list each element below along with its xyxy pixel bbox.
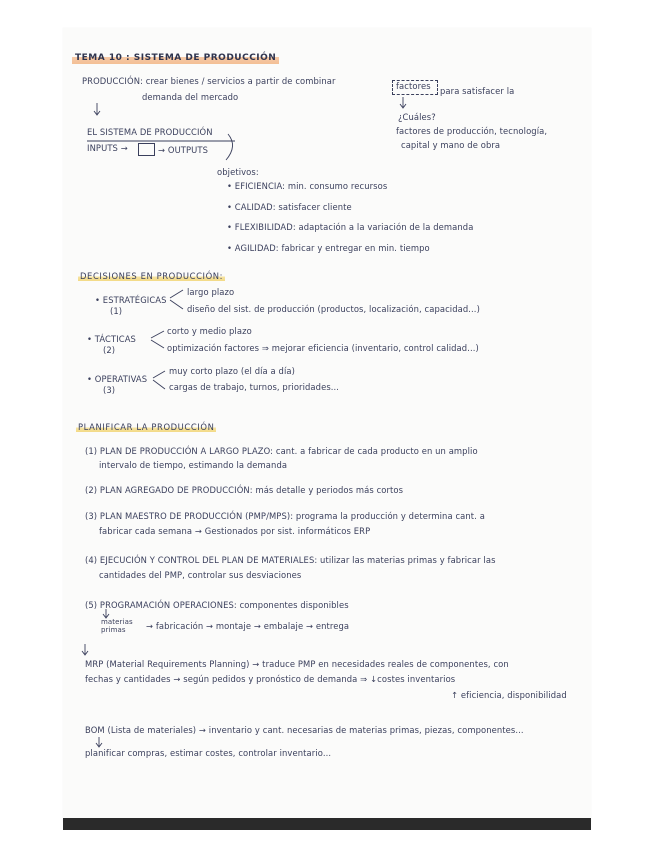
objetivo-item: • FLEXIBILIDAD: adaptación a la variación de la demanda [227, 222, 474, 232]
bom-line2: planificar compras, estimar costes, controlar inventario... [85, 748, 332, 758]
plan-5: (5) PROGRAMACIÓN OPERACIONES: componentes disponibles [85, 600, 349, 610]
produccion-definition-end: para satisfacer la [440, 86, 515, 96]
down-arrow-icon [103, 609, 109, 618]
bracket-icon [226, 134, 233, 160]
flow-steps: → fabricación → montaje → embalaje → entrega [146, 621, 350, 631]
estrategicas-term: largo plazo [187, 287, 235, 297]
plan-4-line1: (4) EJECUCIÓN Y CONTROL DEL PLAN DE MATERIALES: utilizar las materias primas y fabricar las [85, 555, 496, 565]
cuales-answer-2: capital y mano de obra [401, 140, 501, 150]
factores-label: factores [396, 81, 431, 91]
plan-1-line2: intervalo de tiempo, estimando la demanda [99, 460, 288, 470]
down-arrow-icon [82, 644, 88, 655]
produccion-definition: PRODUCCIÓN: crear bienes / servicios a partir de combinar [82, 76, 336, 86]
objetivo-item: • EFICIENCIA: min. consumo recursos [227, 181, 388, 191]
tacticas-term: corto y medio plazo [167, 326, 252, 336]
down-arrow-icon [96, 737, 102, 747]
estrategicas-number: (1) [110, 306, 123, 316]
cuales-answer-1: factores de producción, tecnología, [396, 126, 548, 136]
operativas-term: muy corto plazo (el día a día) [169, 366, 295, 376]
plan-3-line1: (3) PLAN MAESTRO DE PRODUCCIÓN (PMP/MPS): programa la producción y determina cant. a [85, 511, 485, 521]
sistema-heading: EL SISTEMA DE PRODUCCIÓN [87, 127, 213, 137]
mrp-line2: fechas y cantidades → según pedidos y pronóstico de demanda ⇒ ↓costes inventarios [85, 674, 456, 684]
plan-2: (2) PLAN AGREGADO DE PRODUCCIÓN: más detalle y periodos más cortos [85, 485, 404, 495]
tacticas-label: • TÁCTICAS [87, 334, 136, 344]
objetivo-item: • AGILIDAD: fabricar y entregar en min. tiempo [227, 243, 430, 253]
plan-4-line2: cantidades del PMP, controlar sus desviaciones [99, 570, 302, 580]
outputs-label: → OUTPUTS [158, 145, 209, 155]
operativas-detail: cargas de trabajo, turnos, prioridades... [169, 382, 340, 392]
plan-3-line2: fabricar cada semana → Gestionados por sist. informáticos ERP [99, 526, 371, 536]
estrategicas-label: • ESTRATÉGICAS [95, 295, 167, 305]
inputs-label: INPUTS → [87, 143, 128, 153]
brace-icon [151, 331, 164, 348]
cuales-question: ¿Cuáles? [398, 112, 436, 122]
objetivos-label: objetivos: [217, 167, 259, 177]
brace-icon [170, 290, 183, 309]
decisiones-heading: DECISIONES EN PRODUCCIÓN: [80, 271, 224, 281]
page-title: TEMA 10 : SISTEMA DE PRODUCCIÓN [72, 53, 279, 64]
objetivo-item: • CALIDAD: satisfacer cliente [227, 202, 352, 212]
mrp-line1: MRP (Material Requirements Planning) → traduce PMP en necesidades reales de componentes, con [85, 659, 509, 669]
brace-icon [153, 371, 165, 389]
operativas-number: (3) [103, 385, 116, 395]
system-box [138, 143, 155, 156]
planificar-heading: PLANIFICAR LA PRODUCCIÓN [78, 422, 215, 432]
estrategicas-detail: diseño del sist. de producción (productos, localización, capacidad...) [187, 304, 480, 314]
down-arrow-icon [94, 103, 100, 115]
operativas-label: • OPERATIVAS [87, 374, 148, 384]
tacticas-number: (2) [103, 345, 116, 355]
mrp-line3: ↑ eficiencia, disponibilidad [451, 690, 567, 700]
bom-line1: BOM (Lista de materiales) → inventario y cant. necesarias de materias primas, piezas, componentes... [85, 725, 524, 735]
plan-1-line1: (1) PLAN DE PRODUCCIÓN A LARGO PLAZO: cant. a fabricar de cada producto en un amplio [85, 446, 478, 456]
produccion-definition-line2: demanda del mercado [142, 92, 239, 102]
down-arrow-icon [400, 97, 406, 108]
flow-materias-primas: materias primas [101, 618, 133, 634]
tacticas-detail: optimización factores ⇒ mejorar eficiencia (inventario, control calidad...) [167, 343, 479, 353]
